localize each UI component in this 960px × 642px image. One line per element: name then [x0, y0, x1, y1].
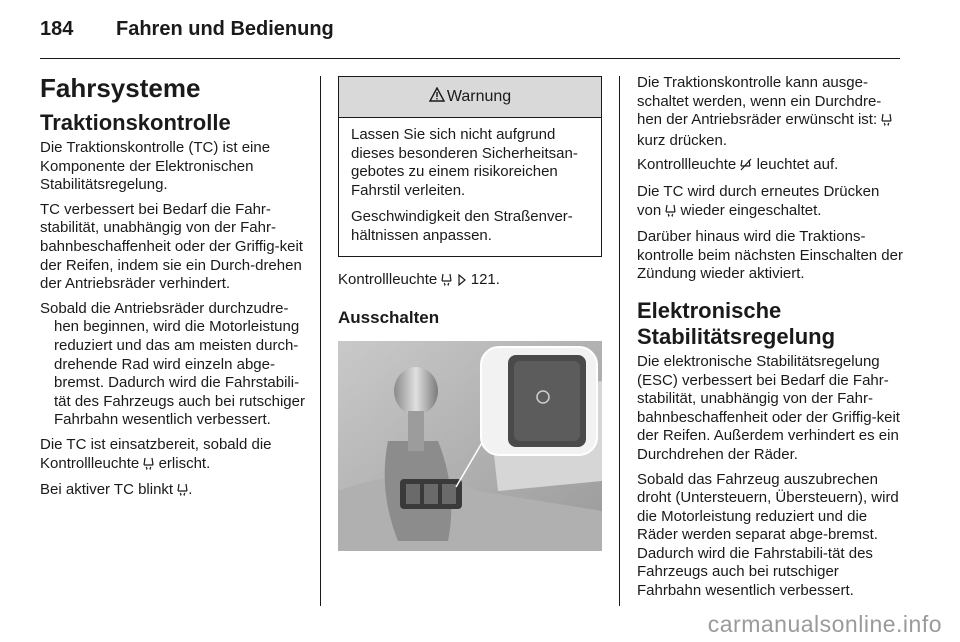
column-2 [338, 68, 602, 551]
header-rule [40, 58, 900, 59]
text: . [188, 481, 193, 499]
column-divider-1 [320, 76, 321, 606]
text: Die TC wird durch erneutes Drücken von [637, 182, 880, 219]
paragraph [637, 183, 903, 222]
page-reference-arrow-icon [457, 273, 467, 292]
column-3 [637, 74, 903, 607]
paragraph: TC verbessert bei Bedarf die Fahr-stabilität, unabhängig von der Fahr-bahnbeschaffenheit oder der Griffig-keit der Reifen, indem sie ein Durch-drehen der Antriebsräder verhindert. [40, 200, 303, 293]
text: wieder eingeschaltet. [680, 201, 822, 219]
paragraph [637, 74, 903, 150]
console-button-photo [338, 341, 602, 551]
traction-control-icon [177, 483, 188, 502]
watermark: carmanualsonline.info [707, 611, 942, 637]
cross-reference [338, 271, 602, 292]
text: kurz drücken. [637, 131, 728, 149]
chapter-title: Fahren und Bedienung [116, 18, 334, 40]
text: erlischt. [158, 454, 211, 472]
column-1 [40, 68, 306, 508]
photo-illustration [338, 341, 602, 551]
text: Die Traktionskontrolle kann ausge-schaltet werden, wenn ein Durchdre-hen der Antriebsräder erwünscht ist: [637, 74, 882, 129]
traction-control-icon [881, 113, 892, 132]
warning-body [339, 118, 601, 256]
paragraph: Sobald das Fahrzeug auszubrechen droht (Untersteuern, Übersteuern), wird die Motorleistung reduziert und die Räder werden separat abge-bremst. Dadurch wird die Fahrstabili-tät des Fahrzeugs auch bei rutschiger Fahrbahn wesentlich verbessert. [637, 470, 899, 600]
text: Bei aktiver TC blinkt [40, 481, 174, 499]
traction-control-icon [441, 273, 452, 292]
page-reference: 121. [470, 270, 500, 288]
section-heading-esc: Elektronische Stabilitätsregelung [637, 297, 836, 349]
text: Die TC ist einsatzbereit, sobald die Kontrollleuchte [40, 435, 272, 472]
text: Kontrollleuchte [338, 270, 438, 288]
page-header [40, 18, 334, 41]
page-number: 184 [40, 18, 74, 40]
warning-box [338, 76, 602, 257]
traction-control-off-icon [740, 158, 752, 177]
column-divider-2 [619, 76, 620, 606]
paragraph [40, 481, 306, 502]
paragraph: Die elektronische Stabilitätsregelung (ESC) verbessert bei Bedarf die Fahr-stabilität, unabhängig von der Fahr-bahnbeschaffenheit oder der Griffig-keit der Reifen. Außerdem verhindert es ein Durchdrehen der Räder. [637, 352, 900, 463]
warning-title: Warnung [446, 87, 512, 105]
text: leuchtet auf. [756, 156, 839, 174]
paragraph [637, 156, 903, 177]
traction-control-icon [143, 457, 154, 476]
subheading-ausschalten: Ausschalten [338, 308, 440, 328]
paragraph: Die Traktionskontrolle (TC) ist eine Komponente der Elektronischen Stabilitätsregelung. [40, 139, 271, 194]
warning-header [339, 77, 601, 118]
subsection-heading-traktionskontrolle: Traktionskontrolle [40, 110, 231, 135]
paragraph: Geschwindigkeit den Straßenver-hältnissen anpassen. [351, 208, 573, 244]
traction-control-icon [665, 204, 676, 223]
paragraph: Lassen Sie sich nicht aufgrund dieses besonderen Sicherheitsan-gebotes zu einem risikoreichen Fahrstil verleiten. [351, 126, 578, 199]
paragraph: Sobald die Antriebsräder durchzudre-hen beginnen, wird die Motorleistung reduziert und das am meisten durch-drehende Rad wird einzeln abge-bremst. Dadurch wird die Fahrstabili-tät des Fahrzeugs auch bei rutschiger Fahrbahn wesentlich verbessert. [40, 299, 305, 429]
section-heading-fahrsysteme: Fahrsysteme [40, 73, 201, 103]
warning-triangle-icon [429, 87, 445, 108]
paragraph: Darüber hinaus wird die Traktions-kontrolle beim nächsten Einschalten der Zündung wieder aktiviert. [637, 228, 903, 283]
paragraph [40, 436, 306, 475]
text: Kontrollleuchte [637, 156, 737, 174]
